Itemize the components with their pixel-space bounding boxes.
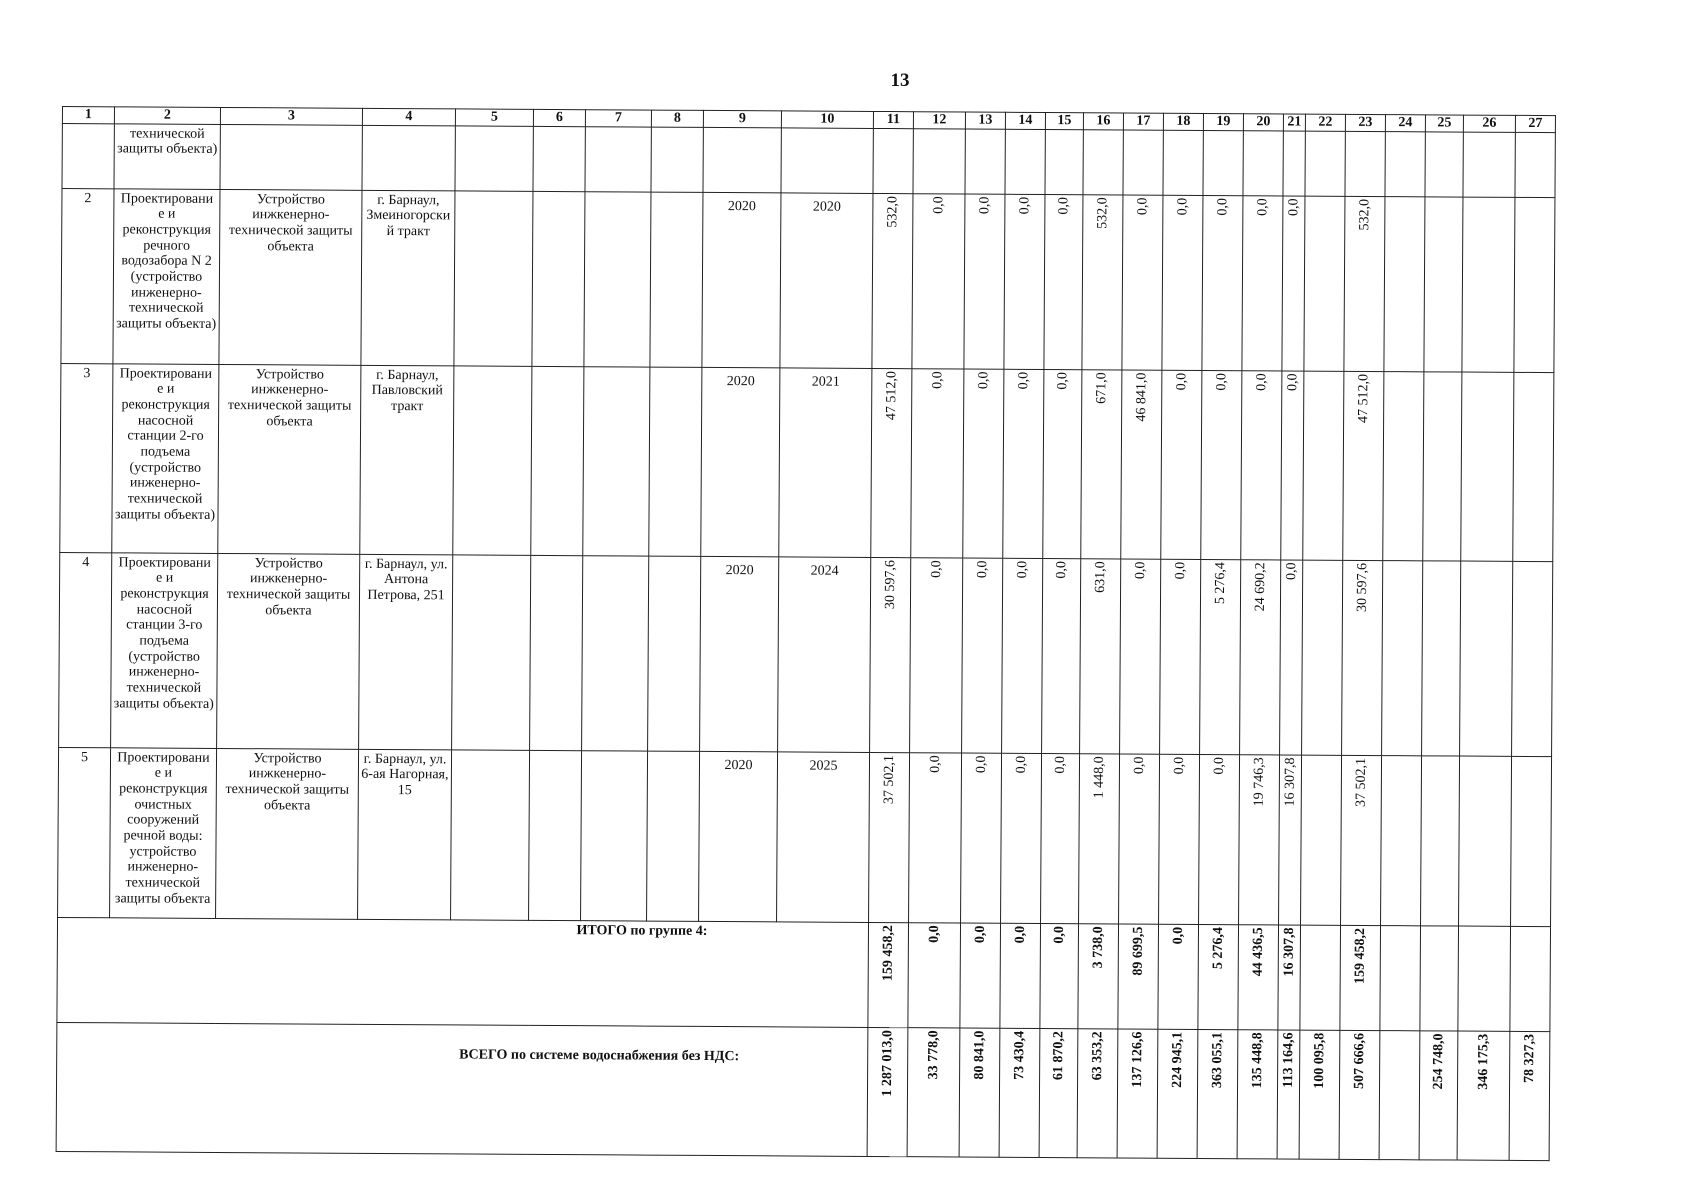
value-cell: [1121, 370, 1162, 559]
empty-cell: [1385, 131, 1425, 196]
column-number: 12: [913, 112, 965, 129]
empty-cell: [533, 126, 585, 191]
empty-cell: [649, 367, 702, 556]
empty-cell: [1381, 755, 1422, 925]
value-cell: [1163, 130, 1203, 195]
value-cell: [1081, 369, 1122, 558]
value-cell: [1002, 558, 1043, 753]
cell-value: 1 448,0: [1091, 755, 1107, 799]
total-value-cell: [1237, 1029, 1278, 1158]
column-number: 13: [965, 112, 1005, 129]
value-cell: [870, 557, 911, 752]
total-value-cell: [868, 922, 909, 1027]
total-value-cell: [1420, 925, 1459, 1030]
total-value: 3 738,0: [1090, 925, 1106, 969]
value-cell: [1203, 130, 1243, 195]
empty-cell: [1423, 371, 1462, 560]
empty-cell: [648, 556, 701, 751]
total-value-cell: [1278, 925, 1301, 1030]
cell-value: 0,0: [1253, 372, 1270, 391]
column-number: 8: [651, 110, 703, 127]
total-value-cell: [1158, 924, 1199, 1029]
year-value: 2025: [809, 758, 838, 774]
total-value: 0,0: [926, 924, 942, 943]
empty-cell: [1514, 197, 1555, 372]
total-value-cell: [1300, 925, 1341, 1030]
start-year: [700, 556, 779, 751]
total-value: 78 327,3: [1521, 1033, 1538, 1083]
value-cell: [869, 752, 910, 922]
object-name: Проектировани е и реконструкция насосной станции 2-го подъема (устройство инженерно-технической защиты объекта): [112, 363, 219, 553]
cell-value: 0,0: [1173, 372, 1190, 391]
total-value-cell: [1458, 926, 1511, 1031]
empty-cell: [529, 750, 582, 920]
value-cell: [871, 368, 912, 557]
cell-value: 0,0: [1283, 562, 1299, 580]
empty-cell: [1384, 196, 1425, 371]
value-cell: [1279, 755, 1302, 925]
total-value-cell: [1118, 924, 1159, 1029]
total-value-cell: [1340, 925, 1381, 1030]
empty-cell: [581, 750, 648, 920]
value-cell: [1120, 559, 1161, 754]
empty-cell: [651, 127, 703, 192]
total-value-cell: [1277, 1030, 1300, 1159]
column-number: 6: [533, 109, 585, 126]
empty-cell: [530, 555, 583, 750]
total-value: 137 126,6: [1129, 1031, 1146, 1088]
total-value: 363 055,1: [1209, 1031, 1226, 1088]
empty-cell: [1512, 561, 1553, 756]
cell-value: 0,0: [977, 196, 993, 214]
cell-value: 0,0: [927, 754, 943, 773]
column-number: 23: [1345, 114, 1385, 131]
total-value-cell: [1040, 923, 1079, 1028]
object-address: г. Барнаул, ул. 6-ая Нагорная, 15: [358, 749, 452, 920]
total-value: 73 430,4: [1011, 1030, 1028, 1080]
value-cell: [1122, 195, 1163, 370]
total-value: 1 287 013,0: [879, 1029, 896, 1097]
total-value-cell: [1509, 1031, 1550, 1160]
value-cell: [964, 194, 1005, 369]
cell-value: 37 502,1: [881, 754, 897, 804]
value-cell: [873, 128, 913, 193]
value-cell: [1043, 369, 1082, 558]
total-value: 16 307,8: [1281, 927, 1297, 977]
cell-value: 0,0: [1286, 198, 1302, 216]
column-number: 26: [1463, 115, 1515, 132]
object-name: Проектировани е и реконструкция насосной станции 3-го подъема (устройство инженерно-технической защиты объекта): [111, 552, 218, 748]
total-row: [56, 1022, 1550, 1160]
cell-value: 0,0: [1255, 197, 1271, 216]
empty-cell: [532, 191, 585, 366]
column-number: 16: [1083, 113, 1123, 130]
cell-value: 47 512,0: [883, 370, 900, 420]
work-description: Устройство инжкенерно-технической защиты объекта: [218, 364, 361, 554]
cell-value: 19 746,3: [1251, 756, 1267, 807]
value-cell: [1003, 369, 1044, 558]
total-value: 224 945,1: [1169, 1031, 1186, 1088]
total-value-cell: [1078, 923, 1119, 1028]
empty-cell: [650, 192, 703, 367]
total-value: 80 841,0: [971, 1030, 988, 1080]
empty-cell: [1511, 756, 1552, 926]
value-cell: [1303, 371, 1344, 560]
empty-cell: [647, 751, 700, 921]
cell-value: 5 276,4: [1212, 561, 1228, 604]
total-label: ВСЕГО по системе водоснабжения без НДС:: [56, 1022, 868, 1156]
value-cell: [1282, 196, 1305, 371]
value-cell: [1305, 131, 1345, 196]
empty-cell: [1422, 560, 1461, 755]
total-value: 89 699,5: [1130, 926, 1146, 976]
end-year: [779, 368, 872, 558]
value-cell: [1200, 559, 1241, 754]
table-row: [60, 363, 1554, 561]
value-cell: [1301, 755, 1342, 925]
total-value: 100 095,8: [1311, 1032, 1328, 1089]
total-value-cell: [1077, 1028, 1118, 1157]
end-year: [780, 193, 873, 369]
work-description: Устройство инжкенерно-технической защиты объекта: [217, 553, 360, 749]
column-number: 15: [1045, 113, 1083, 130]
object-address: [362, 125, 455, 191]
total-value-cell: [867, 1027, 908, 1156]
column-number: 11: [873, 111, 913, 128]
column-number: 9: [703, 110, 781, 127]
year-value: 2020: [726, 373, 755, 389]
cell-value: 30 597,6: [1354, 562, 1370, 612]
value-cell: [1119, 754, 1160, 924]
row-number: [62, 123, 114, 188]
empty-cell: [1460, 561, 1513, 756]
column-number: 24: [1385, 115, 1425, 132]
empty-cell: [452, 555, 531, 750]
value-cell: [1281, 371, 1304, 560]
value-cell: [1243, 130, 1283, 195]
value-cell: [1201, 370, 1242, 559]
cell-value: 0,0: [1014, 560, 1030, 579]
table-row: [59, 552, 1553, 756]
total-value-cell: [1198, 924, 1239, 1029]
value-cell: [1342, 560, 1383, 755]
column-number: 17: [1123, 113, 1163, 130]
column-number: 22: [1305, 114, 1345, 131]
start-year: [701, 367, 780, 556]
value-cell: [1160, 559, 1201, 754]
total-value-cell: [908, 922, 961, 1027]
cell-value: 0,0: [1213, 372, 1230, 391]
cell-value: 0,0: [1017, 196, 1033, 215]
year-value: [706, 130, 779, 134]
empty-cell: [1424, 196, 1463, 371]
table-row: [58, 747, 1552, 926]
empty-cell: [1382, 560, 1423, 755]
total-value: 135 448,8: [1249, 1031, 1266, 1089]
year-value: 2020: [725, 562, 754, 578]
column-number: 25: [1425, 115, 1463, 132]
cell-value: 0,0: [974, 560, 990, 578]
cell-value: 0,0: [928, 559, 944, 578]
total-value-cell: [1510, 926, 1551, 1031]
year-value: 2020: [812, 199, 841, 215]
value-cell: [1202, 195, 1243, 370]
object-address: г. Барнаул, Павловский тракт: [360, 365, 454, 555]
value-cell: [963, 369, 1004, 558]
cell-value: 0,0: [1013, 755, 1029, 774]
total-value: 113 164,6: [1280, 1032, 1297, 1088]
value-cell: [1082, 194, 1123, 369]
value-cell: [1304, 196, 1345, 371]
row-number: 5: [58, 747, 111, 917]
column-number: 21: [1283, 114, 1305, 131]
column-number: 20: [1243, 114, 1283, 131]
total-value-cell: [960, 923, 1001, 1028]
end-year: [777, 752, 870, 923]
object-name: технической защиты объекта): [114, 123, 220, 189]
cell-value: 0,0: [1053, 560, 1069, 579]
value-cell: [1041, 753, 1080, 923]
object-name: Проектировани е и реконструкция очистных сооружений речной воды: устройство инженерно-технической защиты объекта: [110, 747, 217, 918]
value-cell: [1241, 370, 1282, 559]
total-value: 0,0: [1051, 925, 1067, 944]
value-cell: [1283, 131, 1305, 196]
value-cell: [1042, 558, 1081, 753]
value-cell: [1239, 754, 1280, 924]
cell-value: 37 502,1: [1353, 757, 1369, 807]
value-cell: [913, 128, 965, 193]
cell-value: 0,0: [1135, 197, 1151, 215]
total-value: 346 175,3: [1475, 1033, 1492, 1090]
value-cell: [965, 129, 1005, 194]
value-cell: [1123, 130, 1163, 195]
empty-cell: [1513, 372, 1554, 561]
value-cell: [1302, 560, 1343, 755]
cell-value: 631,0: [1092, 560, 1108, 593]
total-value-cell: [1457, 1031, 1510, 1160]
total-value: 0,0: [1012, 925, 1028, 944]
cell-value: 24 690,2: [1252, 561, 1268, 612]
cell-value: 0,0: [1175, 197, 1191, 216]
value-cell: [1162, 195, 1203, 370]
cell-value: 671,0: [1093, 371, 1110, 404]
total-value-cell: [1039, 1028, 1078, 1157]
value-cell: [872, 193, 913, 368]
column-number: 18: [1163, 113, 1203, 130]
total-value: 33 778,0: [925, 1029, 942, 1080]
column-number: 3: [220, 107, 362, 125]
column-number: 1: [62, 107, 114, 124]
total-value: 0,0: [972, 925, 988, 943]
value-cell: [961, 753, 1002, 923]
table-row: [62, 123, 1555, 197]
total-value-cell: [1380, 925, 1421, 1030]
object-name: Проектировани е и реконструкция речного водозабора N 2 (устройство инженерно-технической защиты объекта): [113, 188, 220, 364]
investment-table: [56, 106, 1556, 1161]
column-number: 10: [781, 111, 873, 128]
empty-cell: [453, 366, 532, 555]
total-value: 5 276,4: [1210, 926, 1226, 969]
value-cell: [1344, 196, 1385, 371]
row-number: 3: [60, 363, 113, 552]
start-year: [702, 192, 781, 367]
value-cell: [1080, 558, 1121, 753]
total-value: 63 353,2: [1089, 1030, 1106, 1081]
column-number: 14: [1005, 112, 1045, 129]
cell-value: 0,0: [1131, 756, 1147, 774]
value-cell: [909, 752, 962, 922]
total-value-cell: [1197, 1029, 1238, 1158]
end-year: [778, 557, 871, 753]
cell-value: 0,0: [1284, 373, 1301, 391]
cell-value: 0,0: [1132, 561, 1148, 579]
year-value: 2024: [810, 563, 839, 579]
value-cell: [1161, 370, 1202, 559]
cell-value: 0,0: [931, 195, 947, 214]
cell-value: 0,0: [1215, 197, 1231, 216]
value-cell: [912, 193, 965, 368]
total-value-cell: [959, 1028, 1000, 1157]
total-value: 507 666,6: [1351, 1032, 1368, 1089]
cell-value: 47 512,0: [1355, 373, 1372, 423]
empty-cell: [1515, 132, 1555, 197]
row-number: 4: [59, 552, 112, 747]
empty-cell: [454, 191, 533, 366]
empty-cell: [583, 366, 650, 555]
page-number: 13: [890, 70, 910, 91]
value-cell: [1045, 129, 1083, 194]
table-row: [61, 188, 1555, 372]
cell-value: 46 841,0: [1133, 372, 1150, 422]
cell-value: 16 307,8: [1282, 757, 1298, 807]
cell-value: 0,0: [975, 371, 992, 389]
column-number: 2: [114, 107, 220, 124]
value-cell: [1044, 194, 1083, 369]
cell-value: 0,0: [1015, 371, 1032, 390]
value-cell: [911, 368, 964, 557]
total-value-cell: [1339, 1030, 1380, 1159]
empty-cell: [1462, 197, 1515, 372]
total-value-cell: [1379, 1030, 1420, 1159]
cell-value: 0,0: [1056, 196, 1072, 215]
cell-value: 532,0: [884, 195, 901, 228]
value-cell: [962, 558, 1003, 753]
value-cell: [1079, 753, 1120, 923]
cell-value: 532,0: [1356, 198, 1373, 231]
total-label: ИТОГО по группе 4:: [57, 917, 869, 1027]
empty-cell: [455, 126, 533, 191]
value-cell: [1001, 753, 1042, 923]
start-year: [699, 751, 778, 921]
cell-value: 0,0: [973, 755, 989, 773]
value-cell: [1345, 131, 1385, 196]
total-value: 61 870,2: [1050, 1030, 1067, 1080]
value-cell: [1159, 754, 1200, 924]
value-cell: [1240, 559, 1281, 754]
empty-cell: [585, 126, 651, 191]
empty-cell: [582, 555, 649, 750]
total-value-cell: [1157, 1029, 1198, 1158]
empty-cell: [584, 191, 651, 366]
cell-value: 0,0: [1211, 756, 1227, 775]
empty-cell: [1425, 132, 1463, 197]
column-number: 27: [1515, 115, 1555, 132]
column-number: 4: [362, 108, 455, 125]
empty-cell: [1421, 755, 1460, 925]
cell-value: 0,0: [1054, 371, 1071, 390]
value-cell: [1199, 754, 1240, 924]
total-value: 44 436,5: [1250, 926, 1266, 977]
empty-cell: [451, 750, 530, 920]
column-number: 5: [455, 109, 533, 126]
total-value-cell: [999, 1028, 1040, 1157]
value-cell: [1341, 755, 1382, 925]
cell-value: 30 597,6: [882, 559, 898, 609]
object-address: г. Барнаул, ул. Антона Петрова, 251: [359, 554, 453, 750]
year-value: 2020: [727, 198, 756, 214]
total-value-cell: [1419, 1030, 1458, 1159]
start-year: [703, 127, 781, 192]
column-number: 7: [585, 110, 651, 127]
total-value: 159 458,2: [1352, 927, 1368, 984]
empty-cell: [1461, 372, 1514, 561]
total-value-cell: [1299, 1030, 1340, 1159]
cell-value: 0,0: [1052, 755, 1068, 774]
cell-value: 0,0: [1172, 561, 1188, 580]
work-description: Устройство инжкенерно-технической защиты объекта: [216, 748, 359, 919]
work-description: [220, 124, 362, 190]
value-cell: [1280, 560, 1303, 755]
year-value: 2021: [811, 374, 840, 390]
total-row: [57, 917, 1551, 1031]
cell-value: 532,0: [1094, 196, 1111, 229]
row-number: 2: [61, 188, 114, 363]
column-number: 19: [1203, 113, 1243, 130]
empty-cell: [1383, 371, 1424, 560]
empty-cell: [1463, 132, 1515, 197]
value-cell: [1242, 195, 1283, 370]
total-value-cell: [1238, 924, 1279, 1029]
total-value: 254 748,0: [1430, 1033, 1447, 1090]
empty-cell: [1459, 756, 1512, 926]
value-cell: [1083, 129, 1123, 194]
value-cell: [1005, 129, 1045, 194]
total-value-cell: [1000, 923, 1041, 1028]
total-value-cell: [907, 1027, 960, 1156]
cell-value: 0,0: [1171, 756, 1187, 775]
total-value-cell: [1117, 1029, 1158, 1158]
value-cell: [1343, 371, 1384, 560]
object-address: г. Барнаул, Змеиногорски й тракт: [361, 190, 455, 366]
year-value: [784, 130, 871, 135]
value-cell: [910, 557, 963, 752]
empty-cell: [531, 366, 584, 555]
total-value: 159 458,2: [880, 924, 896, 981]
cell-value: 0,0: [929, 370, 946, 389]
total-value: 0,0: [1170, 926, 1186, 945]
value-cell: [1004, 194, 1045, 369]
end-year: [781, 128, 873, 194]
work-description: Устройство инжкенерно-технической защиты объекта: [219, 189, 362, 365]
year-value: 2020: [724, 757, 753, 773]
